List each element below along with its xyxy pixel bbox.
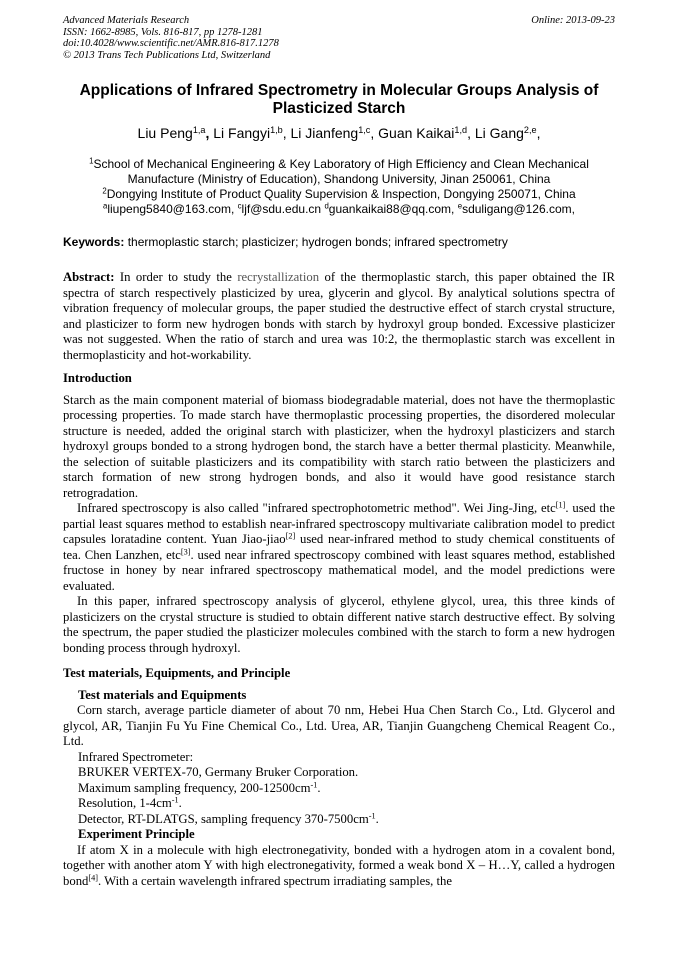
equipment-line: Infrared Spectrometer: bbox=[78, 749, 194, 764]
online-date: Online: 2013-09-23 bbox=[531, 15, 615, 26]
affiliation-2: $^2$Dongying Institute of Product Quality Supervision & Inspection, Dongying 250071, China bbox=[102, 186, 576, 201]
title-line-1: Applications of Infrared Spectrometry in Molecular Groups Analysis of bbox=[79, 82, 599, 99]
email-list: $^a$liupeng5840@163.com, $^c$ljf@sdu.edu.cn $^d$guankaikai88@qq.com, $^e$sduligang@126.com, bbox=[103, 201, 575, 216]
abstract: Abstract: In order to study the recrystallization of the thermoplastic starch, this paper obtained the IR spectra of starch respectively plasticized by urea, glycerin and glycol. By analytical solutions spectra of vibration frequency of molecular groups, the paper studied the destructive effect of starch crystal structure, and plasticizer to form new hydrogen bonds with starch by hydroxyl group bonded. Excessive plasticizer was not suggested. When the ratio of starch and urea was 10:2, the thermoplastic starch was excellent in thermoplasticity and hot-workability. bbox=[63, 270, 615, 362]
equipment-line: BRUKER VERTEX-70, Germany Bruker Corporation. bbox=[78, 765, 359, 779]
author-list bbox=[63, 124, 615, 142]
affiliation-1-cont: Manufacture (Ministry of Education), Shandong University, Jinan 250061, China bbox=[127, 172, 551, 186]
keywords-text: thermoplastic starch; plasticizer; hydrogen bonds; infrared spectrometry bbox=[124, 235, 508, 249]
paper-body bbox=[63, 270, 615, 889]
author: Liu Peng$^{1,a}$, bbox=[137, 125, 214, 141]
intro-paragraph-2: Infrared spectroscopy is also called "infrared spectrophotometric method". Wei Jing-Jing, etc[1]. used the partial least squares method to establish near-infrared spectroscopy multivariate calibration model to predict capsules loratadine content. Yuan Jiao-jiao[2] used near-infrared method to study chemical constituents of tea. Chen Lanzhen, etc[3]. used near infrared spectroscopy combined with least squares method, established fructose in honey by near infrared spectroscopy mathematical model, and the model predictions were evaluated. bbox=[63, 500, 615, 593]
intro-paragraph-1: Starch as the main component material of biomass biodegradable material, does not have the thermoplastic processing properties. To made starch have thermoplastic processing properties, the disordered molecular structure is needed, added the original starch with plasticizer, when the hydroxyl plasticizers and starch hydroxyl groups bonded to a strong hydrogen bond, the starch have a better thermal plasticity. Meanwhile, the selection of suitable plasticizers and its compatibility with starch ratio between the plasticizers and starch formation of new strong hydrogen bonds, and also it would have good resistance starch retrogradation. bbox=[63, 392, 615, 500]
affiliation-1: $^1$School of Mechanical Engineering & Key Laboratory of High Efficiency and Clean Mechanical bbox=[89, 156, 589, 171]
keywords bbox=[63, 235, 615, 250]
subsection-heading-principle: Experiment Principle bbox=[78, 827, 195, 841]
affiliations bbox=[63, 157, 615, 217]
journal-header bbox=[63, 15, 615, 61]
equipment-line: Maximum sampling frequency, $200-12500cm^{-1}$. bbox=[78, 779, 321, 795]
intro-paragraph-3: In this paper, infrared spectroscopy analysis of glycerol, ethylene glycol, urea, this three kinds of plasticizers on the crystal structure is studied to obtain different native starch destructive effect. By solving the spectrum, the paper studied the plasticizer molecules combined with the starch to form a new hydrogen bonding process through hydroxyl. bbox=[63, 594, 615, 655]
title-line-2: Plasticized Starch bbox=[272, 100, 406, 117]
journal-name: Advanced Materials Research bbox=[63, 15, 190, 26]
issn-line: ISSN: 1662-8985, Vols. 816-817, pp 1278-1281 bbox=[63, 26, 263, 38]
author: Li Gang$^{2,e}$, bbox=[474, 125, 541, 141]
author: Li Fangyi$^{1,b}$, bbox=[213, 125, 291, 141]
section-heading-introduction: Introduction bbox=[63, 371, 132, 385]
keywords-label: Keywords: bbox=[63, 235, 125, 249]
doi-line: doi:10.4028/www.scientific.net/AMR.816-817.1278 bbox=[63, 38, 279, 49]
section-heading-methods: Test materials, Equipments, and Principle bbox=[63, 666, 291, 680]
author: Guan Kaikai$^{1,d}$, bbox=[378, 125, 475, 141]
equipment-line: Resolution, $1-4cm^{-1}$. bbox=[78, 795, 182, 810]
paper-title bbox=[63, 82, 615, 118]
principle-paragraph: If atom X in a molecule with high electronegativity, bonded with a hydrogen atom in a covalent bond, together with another atom Y with high electronegativity, formed a weak bond X – H…Y, called a hydrogen bond[4]. With a certain wavelength infrared spectrum irradiating samples, the bbox=[63, 842, 615, 888]
equipment-line: Detector, RT-DLATGS, sampling frequency $370-7500cm^{-1}$. bbox=[78, 810, 379, 826]
author: Li Jianfeng$^{1,c}$, bbox=[290, 125, 379, 141]
subsection-heading-materials: Test materials and Equipments bbox=[78, 687, 247, 702]
materials-paragraph: Corn starch, average particle diameter of about 70 nm, Hebei Hua Chen Starch Co., Ltd. Glycerol and glycol, AR, Tianjin Fu Yu Fine Chemical Co., Ltd. Urea, AR, Tianjin Guangcheng Chemical Reagent Co., Ltd. bbox=[63, 703, 615, 748]
copyright-line: © 2013 Trans Tech Publications Ltd, Switzerland bbox=[63, 49, 271, 61]
